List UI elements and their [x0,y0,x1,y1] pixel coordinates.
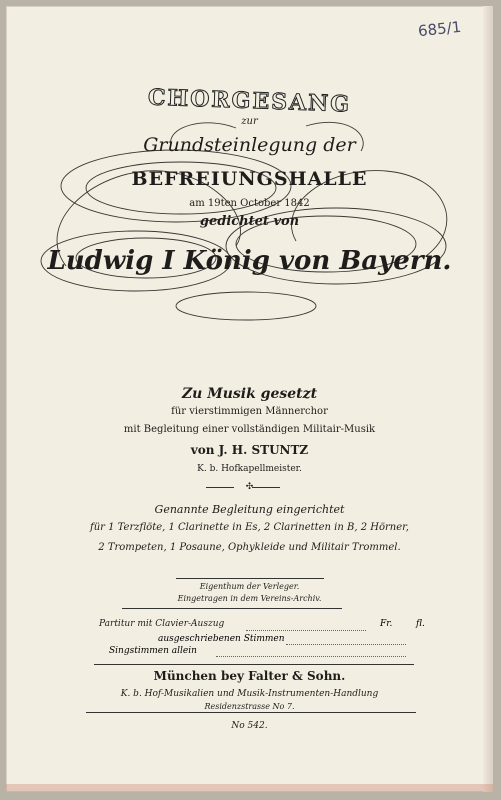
price-row [99,619,224,629]
leader-dots [216,656,406,657]
binding-strip [6,784,493,792]
text-date: am 19ten October 1842 [189,198,310,209]
price-label: Partitur mit Clavier-Auszug [99,619,225,629]
text-zur: zur [241,116,258,127]
price-row [158,634,285,644]
ornament-cross: ✣ [245,482,254,492]
text-rights-1: Eigenthum der Verleger. [199,582,300,591]
text-grundsteinlegung: Grundsteinlegung der [143,134,356,156]
divider [94,664,414,665]
text-orchestration-line2: 2 Trompeten, 1 Posaune, Ophykleide und Militair Trommel. [98,542,401,553]
text-choir: für vierstimmigen Männerchor [171,406,328,417]
text-gedichtet: gedichtet von [199,214,300,229]
price-currency: fl. [416,619,425,629]
text-publisher-desc: K. b. Hof-Musikalien und Musik-Instrumenten-Handlung [120,689,379,699]
leader-dots [246,630,366,631]
text-publisher-address: Residenzstrasse No 7. [204,702,295,711]
text-befreiungshalle: BEFREIUNGSHALLE [131,168,368,190]
leader-dots [286,644,406,645]
divider [86,712,416,713]
text-position: K. b. Hofkapellmeister. [197,464,302,474]
plate-number: No 542. [231,721,268,731]
price-currency: Fr. [380,619,393,629]
divider [176,578,324,579]
shelfmark: 685/1 [416,17,462,41]
title-chorgesang: CHORGESANG [147,84,352,118]
price-row [109,646,197,656]
divider [122,608,342,609]
text-composer: von J. H. STUNTZ [190,443,309,457]
text-accompaniment: mit Begleitung einer vollständigen Militair-Musik [123,424,376,435]
text-publisher: München bey Falter & Sohn. [153,669,346,683]
title-page [6,6,493,792]
text-zu-musik: Zu Musik gesetzt [181,386,318,402]
text-author: Ludwig I König von Bayern. [47,246,452,276]
divider [206,487,234,488]
price-label: Singstimmen allein [109,646,197,656]
text-orchestration-heading: Genannte Begleitung eingerichtet [154,503,345,516]
price-label: ausgeschriebenen Stimmen [158,634,285,644]
divider [252,487,280,488]
text-orchestration-line1: für 1 Terzflöte, 1 Clarinette in Es, 2 Clarinetten in B, 2 Hörner, [90,522,409,533]
text-rights-2: Eingetragen in dem Vereins-Archiv. [177,594,322,603]
